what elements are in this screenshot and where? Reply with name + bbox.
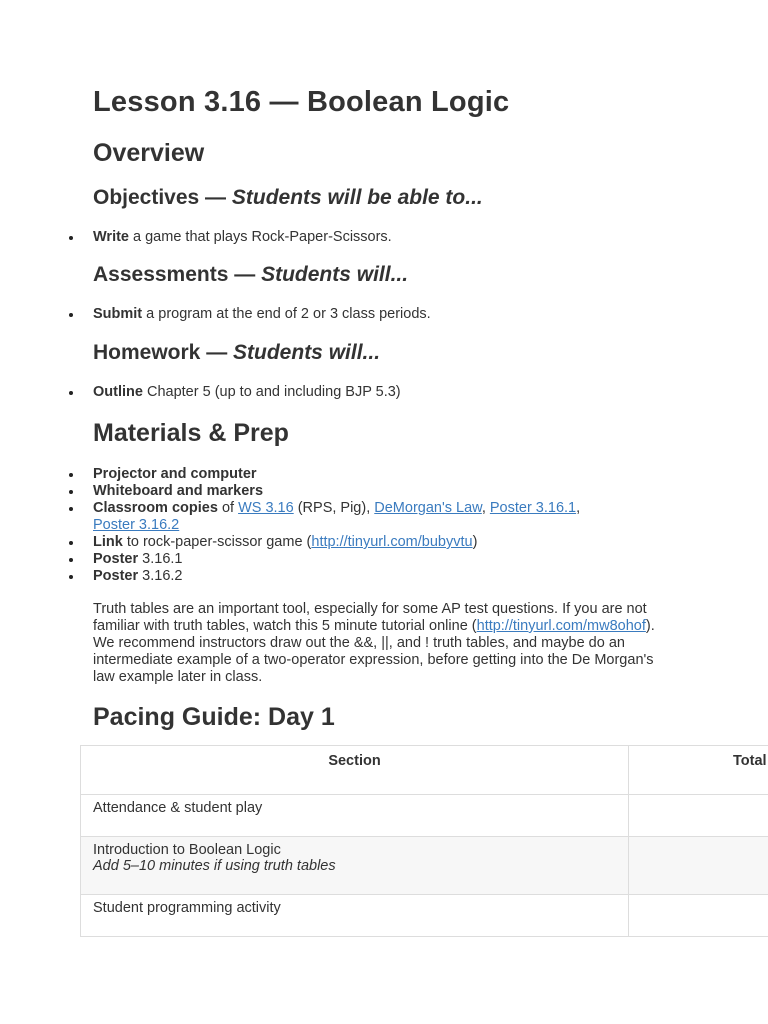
material-whiteboard: Whiteboard and markers: [93, 483, 264, 499]
assessment-verb: Submit: [93, 306, 143, 322]
list-item: [93, 551, 593, 568]
table-row: [81, 895, 768, 937]
objectives-list: [93, 229, 392, 246]
table-cell-section: [81, 837, 629, 895]
section-name: Attendance & student play: [93, 800, 263, 816]
paragraph-text: ). We recommend instructors draw out the &&, ||, and ! truth tables, and maybe do an intermediate example of a two-operator expression, before getting into the De Morgan's law example later in class.: [93, 618, 655, 685]
material-copies-sep: ,: [576, 500, 581, 516]
material-poster-label: Poster: [93, 551, 139, 567]
assessments-heading: [93, 263, 408, 287]
material-copies-mid: (RPS, Pig),: [293, 500, 375, 516]
poster-3-16-2-link[interactable]: Poster 3.16.2: [93, 517, 180, 533]
list-item: [93, 500, 593, 534]
assessments-list: [93, 306, 431, 323]
homework-list: [93, 384, 401, 401]
homework-verb: Outline: [93, 384, 143, 400]
column-header-total: Total: [629, 746, 768, 795]
materials-heading: Materials & Prep: [93, 419, 289, 447]
list-item: [93, 306, 431, 323]
list-item: [93, 483, 593, 500]
homework-heading: [93, 341, 380, 365]
homework-text: Chapter 5 (up to and including BJP 5.3): [142, 384, 401, 400]
page-title: Lesson 3.16 — Boolean Logic: [93, 86, 510, 118]
material-copies-sep: ,: [481, 500, 490, 516]
table-cell-total: [629, 837, 768, 895]
objectives-heading-label: Objectives —: [93, 186, 232, 209]
column-header-section: Section: [81, 746, 629, 795]
objectives-heading: [93, 186, 483, 210]
list-item: [93, 466, 593, 483]
table-row: [81, 795, 768, 837]
poster-3-16-1-link[interactable]: Poster 3.16.1: [489, 500, 577, 516]
material-poster-label: Poster: [93, 568, 139, 584]
homework-heading-label: Homework —: [93, 341, 234, 364]
material-link-text: to rock-paper-scissor game (: [122, 534, 312, 550]
material-poster-number: 3.16.2: [138, 568, 183, 584]
pacing-table: [80, 745, 768, 937]
truth-table-tutorial-link[interactable]: http://tinyurl.com/mw8ohof: [476, 618, 646, 634]
material-projector: Projector and computer: [93, 466, 257, 482]
material-link-label: Link: [93, 534, 123, 550]
material-link-end: ): [472, 534, 478, 550]
material-copies-of: of: [217, 500, 239, 516]
overview-heading: Overview: [93, 139, 205, 167]
table-row: [81, 837, 768, 895]
table-cell-total: [629, 895, 768, 937]
truth-tables-paragraph: [93, 601, 678, 686]
table-cell-section: [81, 795, 629, 837]
pacing-guide-heading: Pacing Guide: Day 1: [93, 703, 335, 731]
table-cell-section: [81, 895, 629, 937]
section-name: Student programming activity: [93, 900, 281, 916]
list-item: [93, 568, 593, 585]
homework-heading-emphasis: Students will...: [233, 341, 381, 364]
rps-game-link[interactable]: http://tinyurl.com/bubyvtu: [311, 534, 473, 550]
table-header-row: [81, 746, 768, 795]
section-name: Introduction to Boolean Logic: [93, 842, 281, 858]
table-cell-total: [629, 795, 768, 837]
demorgans-law-link[interactable]: DeMorgan's Law: [374, 500, 482, 516]
material-poster-number: 3.16.1: [138, 551, 183, 567]
materials-list: [93, 466, 593, 585]
assessments-heading-label: Assessments —: [93, 263, 262, 286]
objective-text: a game that plays Rock-Paper-Scissors.: [129, 229, 392, 245]
list-item: [93, 534, 593, 551]
objectives-heading-emphasis: Students will be able to...: [231, 186, 483, 209]
list-item: [93, 229, 392, 246]
assessments-heading-emphasis: Students will...: [261, 263, 409, 286]
objective-verb: Write: [93, 229, 129, 245]
assessment-text: a program at the end of 2 or 3 class periods.: [142, 306, 431, 322]
section-note: Add 5–10 minutes if using truth tables: [93, 858, 336, 874]
material-copies-label: Classroom copies: [93, 500, 218, 516]
list-item: [93, 384, 401, 401]
ws-link[interactable]: WS 3.16: [238, 500, 294, 516]
paragraph-text: Truth tables are an important tool, especially for some AP test questions. If you are not familiar with truth tables, watch this 5 minute tutorial online (: [93, 601, 647, 634]
